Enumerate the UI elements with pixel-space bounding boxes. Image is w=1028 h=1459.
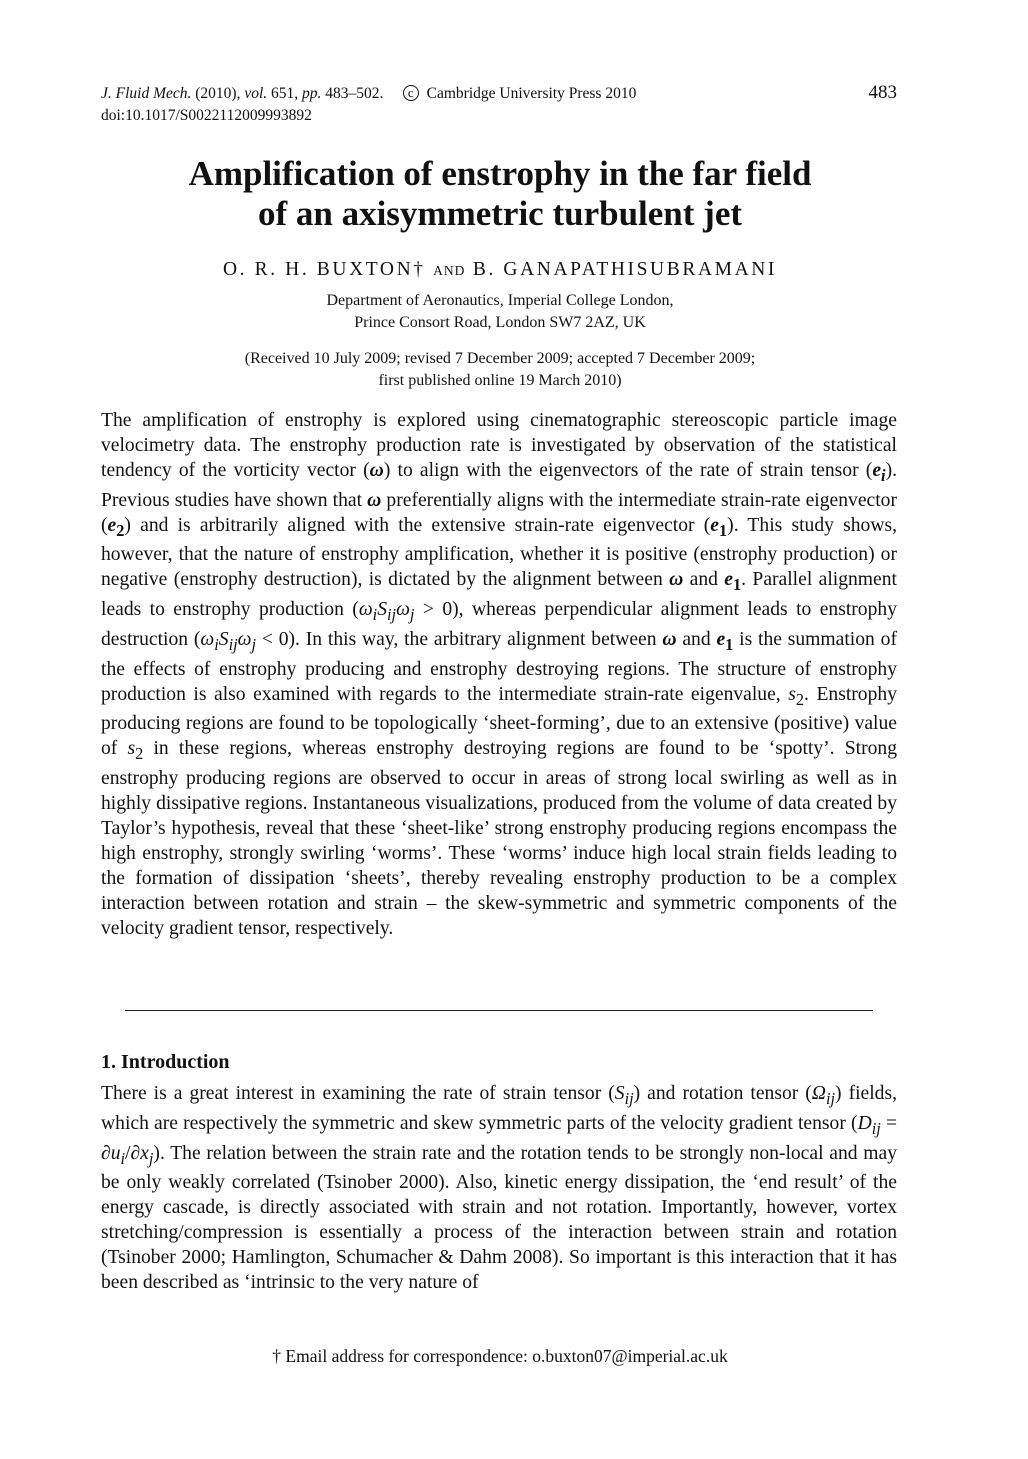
author-and: AND [433,263,466,278]
title-line-1: Amplification of enstrophy in the far field [188,154,812,193]
author-2: B. GANAPATHISUBRAMANI [472,259,778,280]
affiliation-line-2: Prince Consort Road, London SW7 2AZ, UK [354,314,646,331]
page-number: 483 [868,82,897,103]
intro-paragraph: There is a great interest in examining the rate of strain tensor $(S_{ij})$ and rotation tensor $(\Omega_{ij})$ fields, which are respectively the symmetric and skew symmetric parts of the velocity gradient tensor $(D_{ij} = \partial u_i/\partial x_j)$. The relation between the strain rate and the rotation tends to be strongly non-local and may be only weakly correlated (Tsinober 2000). Also, kinetic energy dissipation, the ‘end result’ of the energy cascade, is directly associated with strain and not rotation. Importantly, however, vortex stretching/compression is essentially a process of the interaction between strain and rotation (Tsinober 2000; Hamlington, Schumacher & Dahm 2008). So important is this interaction that it has been described as ‘intrinsic to the very nature of [101,1083,897,1294]
introduction-body [101,1082,897,1296]
journal-year: (2010), [195,85,241,102]
author-1: O. R. H. BUXTON† [222,259,426,280]
affiliation [0,290,1000,334]
doi: doi:10.1017/S0022112009993892 [101,107,312,124]
title-line-2: of an axisymmetric turbulent jet [257,194,743,233]
page-range: 483–502. [325,85,384,102]
affiliation-line-1: Department of Aeronautics, Imperial College London, [326,292,674,309]
copyright-icon: c [403,85,419,101]
publisher: Cambridge University Press 2010 [426,85,637,102]
abstract-divider [125,1010,873,1011]
abstract [101,409,897,941]
footnote-email: † Email address for correspondence: o.buxton07@imperial.ac.uk [272,1346,728,1366]
journal-name: J. Fluid Mech. [101,85,192,102]
journal-citation [101,84,636,104]
section-heading: 1. Introduction [101,1051,230,1073]
received-dates [0,348,1000,392]
abstract-text: The amplification of enstrophy is explored using cinematographic stereoscopic particle image velocimetry data. The enstrophy production rate is investigated by observation of the statistical tendency of the vorticity vector (ω) to align with the eigenvectors of the rate of strain tensor $(e_i)$. Previous studies have shown that ω preferentially aligns with the intermediate strain-rate eigenvector $(e_2)$ and is arbitrarily aligned with the extensive strain-rate eigenvector $(e_1)$. This study shows, however, that the nature of enstrophy amplification, whether it is positive (enstrophy production) or negative (enstrophy destruction), is dictated by the alignment between ω and $e_1$. Parallel alignment leads to enstrophy production $(\omega_iS_{ij}\omega_j > 0)$, whereas perpendicular alignment leads to enstrophy destruction $(\omega_iS_{ij}\omega_j < 0)$. In this way, the arbitrary alignment between ω and $e_1$ is the summation of the effects of enstrophy producing and enstrophy destroying regions. The structure of enstrophy production is also examined with regards to the intermediate strain-rate eigenvalue, $s_2$. Enstrophy producing regions are found to be topologically ‘sheet-forming’, due to an extensive (positive) value of $s_2$ in these regions, whereas enstrophy destroying regions are found to be ‘spotty’. Strong enstrophy producing regions are observed to occur in areas of strong local swirling as well as in highly dissipative regions. Instantaneous visualizations, produced from the volume of data created by Taylor’s hypothesis, reveal that these ‘sheet-like’ strong enstrophy producing regions encompass the high enstrophy, strongly swirling ‘worms’. These ‘worms’ induce high local strain fields leading to the formation of dissipation ‘sheets’, thereby revealing enstrophy production to be a complex interaction between rotation and strain – the skew-symmetric and symmetric components of the velocity gradient tensor, respectively. [101,410,897,939]
volume-number: 651, [271,85,299,102]
volume-label: vol. [244,85,268,102]
pages-label: pp. [302,85,322,102]
author-list [0,259,1000,281]
received-line-1: (Received 10 July 2009; revised 7 December 2009; accepted 7 December 2009; [244,350,756,367]
paper-title [0,154,1000,234]
received-line-2: first published online 19 March 2010) [378,372,622,389]
